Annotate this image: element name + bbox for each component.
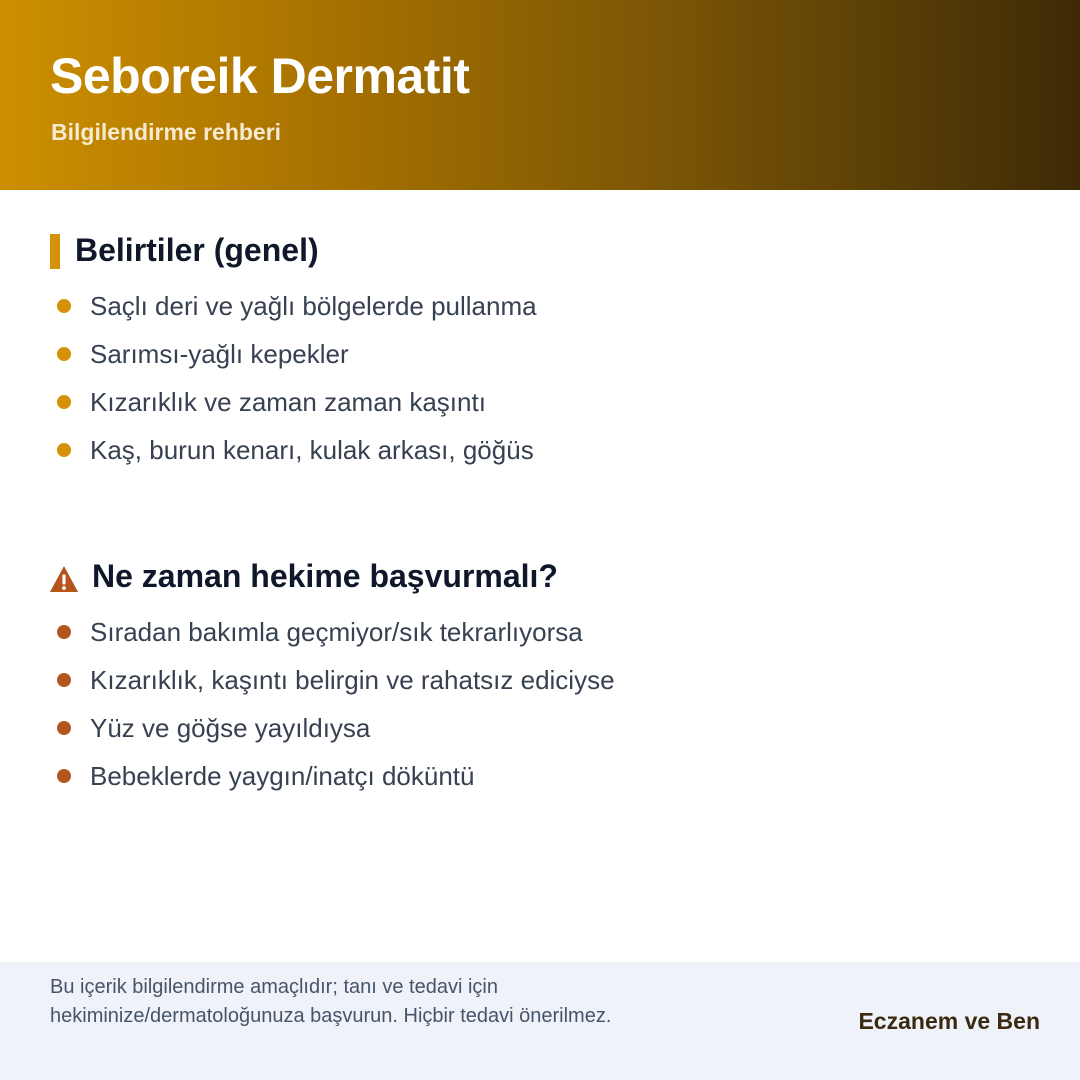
list-item-text: Kızarıklık ve zaman zaman kaşıntı xyxy=(90,387,486,417)
footer xyxy=(0,962,1080,1080)
bullet-dot xyxy=(57,721,71,735)
bullet-dot xyxy=(57,673,71,687)
bullet-dot xyxy=(57,299,71,313)
warning-icon xyxy=(49,564,79,594)
brand-name: Eczanem ve Ben xyxy=(858,1008,1040,1034)
list-item-text: Sarımsı-yağlı kepekler xyxy=(90,339,349,369)
page-subtitle: Bilgilendirme rehberi xyxy=(51,119,282,145)
doctor-heading: Ne zaman hekime başvurmalı? xyxy=(92,558,558,594)
bullet-dot xyxy=(57,769,71,783)
bullet-dot xyxy=(57,395,71,409)
list-item-text: Sıradan bakımla geçmiyor/sık tekrarlıyorsa xyxy=(90,617,583,647)
disclaimer-text: Bu içerik bilgilendirme amaçlıdır; tanı ve tedavi için hekiminize/dermatoloğunuza başvurun. Hiçbir tedavi önerilmez. xyxy=(50,976,612,1027)
header-banner xyxy=(0,0,1080,190)
list-item-text: Yüz ve göğse yayıldıysa xyxy=(90,713,371,743)
page-title: Seboreik Dermatit xyxy=(50,48,470,104)
bullet-dot xyxy=(57,347,71,361)
bullet-dot xyxy=(57,443,71,457)
list-item-text: Kaş, burun kenarı, kulak arkası, göğüs xyxy=(90,435,534,465)
list-item-text: Bebeklerde yaygın/inatçı döküntü xyxy=(90,761,475,791)
symptoms-heading: Belirtiler (genel) xyxy=(75,232,319,268)
section-accent-bar xyxy=(50,234,60,269)
bullet-dot xyxy=(57,625,71,639)
list-item-text: Kızarıklık, kaşıntı belirgin ve rahatsız ediciyse xyxy=(90,665,615,695)
list-item-text: Saçlı deri ve yağlı bölgelerde pullanma xyxy=(90,291,537,321)
